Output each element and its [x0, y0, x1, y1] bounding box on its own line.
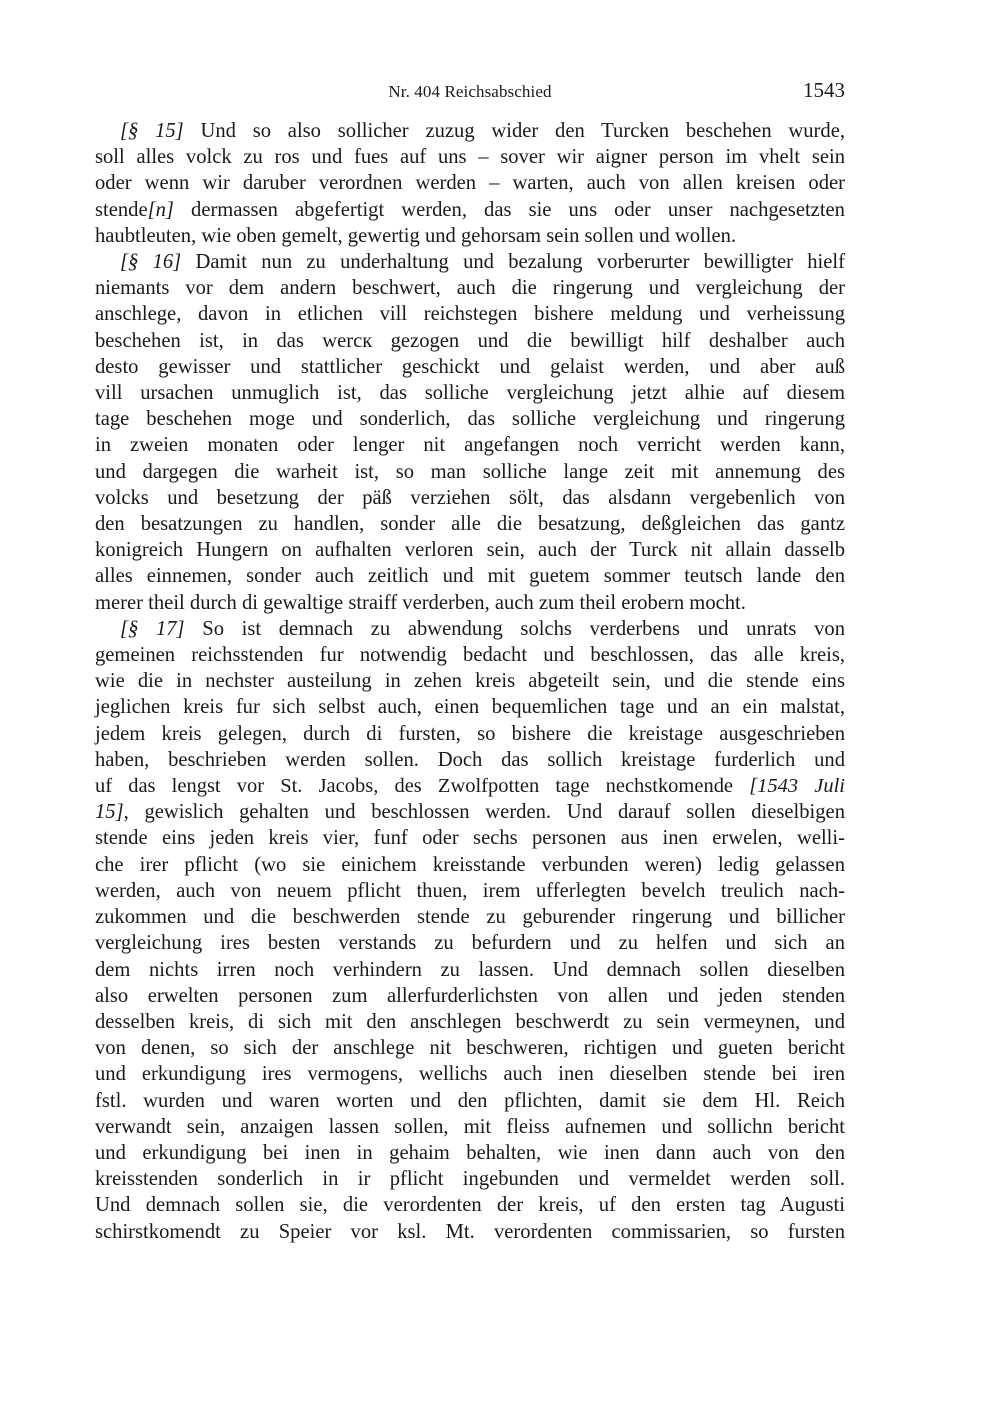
date-annotation-end: 15]	[95, 801, 124, 824]
text-line: und erkundigung ires vermogens, wellichs auch inen dieselben stende bei iren	[95, 1063, 845, 1086]
text-line: jeglichen kreis fur sich selbst auch, einen bequemlichen tage und an ein malstat,	[95, 696, 845, 719]
text-line: jedem kreis gelegen, durch di fursten, so bishere die kreistage ausgeschrieben	[95, 722, 845, 745]
text-line: vergleichung ires besten verstands zu befurdern und zu helfen und sich an	[95, 932, 845, 955]
text-line: stende[n] dermassen abgefertigt werden, das sie uns oder unser nachgesetzten	[95, 198, 845, 221]
section-marker: [§ 15]	[120, 120, 184, 142]
text-line: von denen, so sich der anschlege nit beschweren, richtigen und gueten bericht	[95, 1037, 845, 1060]
paragraph-17	[95, 616, 845, 1245]
text-line: che irer pflicht (wo sie einichem kreisstande verbunden weren) ledig gelassen	[95, 853, 845, 876]
text-line: in zweien monaten oder lenger nit angefangen noch verricht werden kann,	[95, 434, 845, 457]
document-page	[95, 78, 845, 1245]
text-line: konigreich Hungern on aufhalten verloren sein, auch der Turck nit allain dasselb	[95, 539, 845, 562]
text-line: und dargegen die warheit ist, so man solliche lange zeit mit annemung des	[95, 460, 845, 483]
text-line: 15], gewislich gehalten und beschlossen werden. Und darauf sollen dieselbigen	[95, 801, 845, 824]
text-line: zukommen und die beschwerden stende zu geburender ringerung und billicher	[95, 906, 845, 929]
text-line: niemants vor dem andern beschwert, auch die ringerung und vergleichung der	[95, 277, 845, 300]
paragraph-16	[95, 249, 845, 616]
text-line: beschehen ist, in das wercк gezogen und die bewilligt hilf deshalber auch	[95, 329, 845, 352]
text-line: Und demnach sollen sie, die verordenten der kreis, uf den ersten tag Augusti	[95, 1194, 845, 1217]
text-line: vill ursachen unmuglich ist, das solliche vergleichung jetzt alhie auf diesem	[95, 382, 845, 405]
text-line: oder wenn wir daruber verordnen werden – warten, auch von allen kreisen oder	[95, 172, 845, 195]
text-line: anschlege, davon in etlichen vill reichstegen bishere meldung und verheissung	[95, 303, 845, 326]
text-line: schirstkomendt zu Speier vor ksl. Mt. verordenten commissarien, so fursten	[95, 1220, 845, 1243]
text-line: haubtleuten, wie oben gemelt, gewertig und gehorsam sein sollen und wollen.	[95, 224, 737, 247]
paragraph-15	[95, 118, 845, 249]
text-line: desselben kreis, di sich mit den anschlegen beschwerdt zu sein vermeynen, und	[95, 1010, 845, 1033]
text-line: alles einnemen, sonder auch zeitlich und mit guetem sommer teutsch lande den	[95, 565, 845, 588]
text-line: uf das lengst vor St. Jacobs, des Zwolfpotten tage nechstkomende [1543 Juli	[95, 775, 845, 798]
running-header	[95, 78, 845, 112]
section-marker: [§ 16]	[120, 251, 182, 274]
text-line: tage beschehen moge und sonderlich, das solliche vergleichung und ringerung	[95, 408, 845, 431]
text-line: den besatzungen zu handlen, sonder alle die besatzung, deßgleichen das gantz	[95, 513, 845, 536]
text-line: kreisstenden sonderlich in ir pflicht ingebunden und vermeldet werden soll.	[95, 1168, 845, 1191]
text-line: werden, auch von neuem pflicht thuen, irem ufferlegten bevelch treulich nach-	[95, 879, 845, 902]
text-line: verwandt sein, anzaigen lassen sollen, mit fleiss aufnemen und sollichn bericht	[95, 1115, 845, 1138]
section-marker: [§ 17]	[120, 617, 185, 640]
text-line: merer theil durch di gewaltige straiff verderben, auch zum theil erobern mocht.	[95, 591, 746, 614]
date-annotation: [1543 Juli	[749, 775, 845, 798]
text-line: dem nichts irren noch verhindern zu lassen. Und demnach sollen dieselben	[95, 958, 845, 981]
text-line: also erwelten personen zum allerfurderlichsten von allen und jeden stenden	[95, 984, 845, 1007]
text-line: [§ 16] Damit nun zu underhaltung und bezalung vorberurter bewilligter hielf	[120, 251, 845, 274]
text-line: volcks und besetzung der päß verziehen sölt, das alsdann vergebenlich von	[95, 486, 845, 509]
text-line: soll alles volck zu ros und fues auf uns – sover wir aigner person im vhelt sein	[95, 146, 845, 169]
body-text	[95, 118, 845, 1245]
text-line: desto gewisser und stattlicher geschickt und gelaist werden, und aber auß	[95, 355, 845, 378]
text-line: stende eins jeden kreis vier, funf oder sechs personen aus inen erwelen, welli-	[95, 827, 845, 850]
text-line: wie die in nechster austeilung in zehen kreis abgeteilt sein, und die stende eins	[95, 670, 845, 693]
editorial-marker: [n]	[147, 198, 174, 221]
text-line: fstl. wurden und waren worten und den pflichten, damit sie dem Hl. Reich	[95, 1089, 845, 1112]
page-number: 1543	[803, 78, 845, 102]
text-line: [§ 17] So ist demnach zu abwendung solchs verderbens und unrats von	[120, 617, 845, 640]
text-line: [§ 15] Und so also sollicher zuzug wider den Turcken beschehen wurde,	[120, 120, 845, 142]
running-title: Nr. 404 Reichsabschied	[388, 82, 552, 101]
text-line: gemeinen reichsstenden fur notwendig bedacht und beschlossen, das alle kreis,	[95, 644, 845, 667]
text-line: haben, beschrieben werden sollen. Doch das sollich kreistage furderlich und	[95, 748, 845, 771]
text-line: und erkundigung bei inen in gehaim behalten, wie inen dann auch von den	[95, 1141, 845, 1164]
